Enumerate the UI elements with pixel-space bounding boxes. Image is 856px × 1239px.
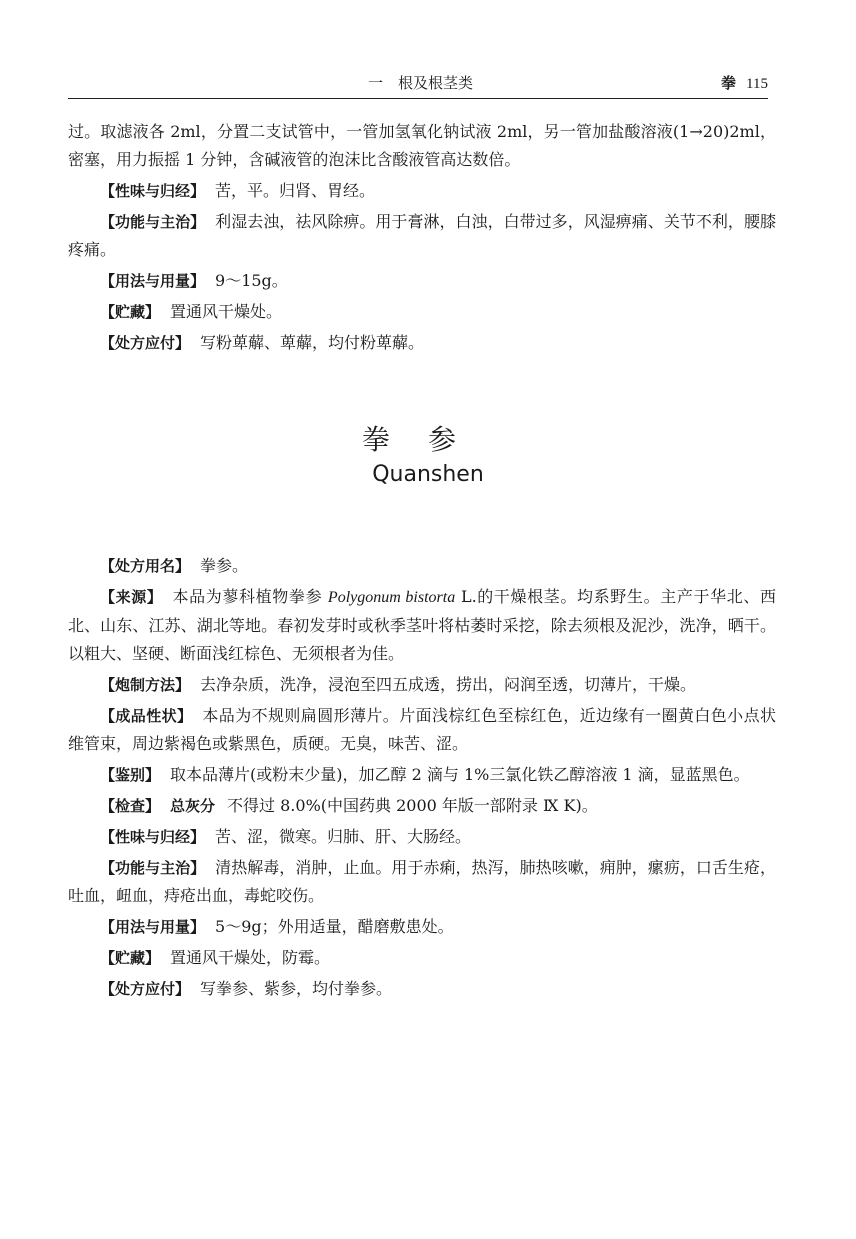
chufang-text-2: 写拳参、紫参，均付拳参。 [200,979,393,998]
jianbie-label: 【鉴别】 [100,766,161,784]
latin-name: Polygonum bistorta [327,589,456,606]
xingwei-label-2: 【性味与归经】 [100,828,206,846]
paozhi-paragraph [68,671,776,699]
gongneng-text-2: 清热解毒，消肿，止血。用于赤痢，热泻，肺热咳嗽，痈肿，瘰疬，口舌生疮，吐血，衄血，痔疮出血，毒蛇咬伤。 [68,858,776,905]
jiancha-label: 【检查】 [100,797,161,815]
laiyuan-paragraph [68,583,776,668]
zhucang-paragraph-2 [68,944,776,972]
chufang-label-2: 【处方应付】 [100,980,191,998]
continued-paragraph: 过。取滤液各 2ml，分置二支试管中，一管加氢氧化钠试液 2ml，另一管加盐酸溶液(1→20)2ml，密塞，用力振摇 1 分钟，含碱液管的泡沫比含酸液管高达数倍。 [68,122,776,169]
page-number: 115 [746,76,768,92]
gongneng-paragraph-2 [68,854,776,910]
chufang-text: 写粉萆薢、萆薢，均付粉萆薢。 [200,333,425,352]
paozhi-label: 【炮制方法】 [100,676,191,694]
yongming-label: 【处方用名】 [100,557,191,575]
xingwei-paragraph [68,177,776,205]
chufang-paragraph [68,329,776,357]
gongneng-label: 【功能与主治】 [100,213,206,231]
entry-title: 拳参 [361,423,494,456]
jiancha-sublabel: 总灰分 [170,797,216,815]
zhucang-text: 置通风干燥处。 [170,302,283,321]
yongming-paragraph [68,552,776,580]
zhucang-label: 【贮藏】 [100,303,161,321]
laiyuan-text-a: 本品为蓼科植物拳参 [172,587,323,606]
section-char: 拳 [721,74,737,92]
entry-body [68,552,776,1006]
header-rule [68,98,768,99]
previous-entry-tail [68,118,776,360]
chengpin-text: 本品为不规则扁圆形薄片。片面浅棕红色至棕红色，近边缘有一圈黄白色小点状维管束，周边紫褐色或紫黑色，质硬。无臭，味苦、涩。 [68,706,776,753]
jiancha-text: 不得过 8.0%(中国药典 2000 年版一部附录 Ⅸ K)。 [227,796,598,815]
xingwei-paragraph-2 [68,823,776,851]
laiyuan-text-b: L.的干燥根茎。均系野生。主产于华北、西北、山东、江苏、湖北等地。春初发芽时或秋季茎叶将枯萎时采挖，除去须根及泥沙，洗净，晒干。以粗大、坚硬、断面浅红棕色、无须根者为佳。 [68,587,776,663]
zhucang-label-2: 【贮藏】 [100,949,161,967]
yongfa-text: 9～15g。 [215,271,288,290]
zhucang-paragraph [68,298,776,326]
running-header [68,70,768,100]
chapter-title: 一 根及根茎类 [368,74,474,92]
jiancha-paragraph [68,792,776,820]
paozhi-text: 去净杂质，洗净，浸泡至四五成透，捞出，闷润至透，切薄片，干燥。 [200,675,697,694]
chengpin-label: 【成品性状】 [100,707,193,725]
gongneng-label-2: 【功能与主治】 [100,859,206,877]
yongfa-text-2: 5～9g；外用适量，醋磨敷患处。 [215,917,454,936]
yongming-text: 拳参。 [200,556,249,575]
yongfa-label-2: 【用法与用量】 [100,918,206,936]
yongfa-label: 【用法与用量】 [100,272,206,290]
page-header-right [721,72,768,93]
gongneng-text: 利湿去浊，祛风除痹。用于膏淋，白浊，白带过多，风湿痹痛、关节不利，腰膝疼痛。 [68,212,776,259]
jianbie-paragraph [68,761,776,789]
xingwei-text-2: 苦、涩，微寒。归肺、肝、大肠经。 [215,827,472,846]
yongfa-paragraph [68,267,776,295]
zhucang-text-2: 置通风干燥处，防霉。 [170,948,331,967]
xingwei-text: 苦，平。归肾、胃经。 [215,181,376,200]
jianbie-text: 取本品薄片(或粉末少量)，加乙醇 2 滴与 1%三氯化铁乙醇溶液 1 滴，显蓝黑色。 [170,765,750,784]
chengpin-paragraph [68,702,776,758]
chufang-paragraph-2 [68,975,776,1003]
entry-pinyin: Quanshen [372,462,484,487]
chufang-label: 【处方应付】 [100,334,191,352]
yongfa-paragraph-2 [68,913,776,941]
laiyuan-label: 【来源】 [100,588,163,606]
xingwei-label: 【性味与归经】 [100,182,206,200]
gongneng-paragraph [68,208,776,264]
